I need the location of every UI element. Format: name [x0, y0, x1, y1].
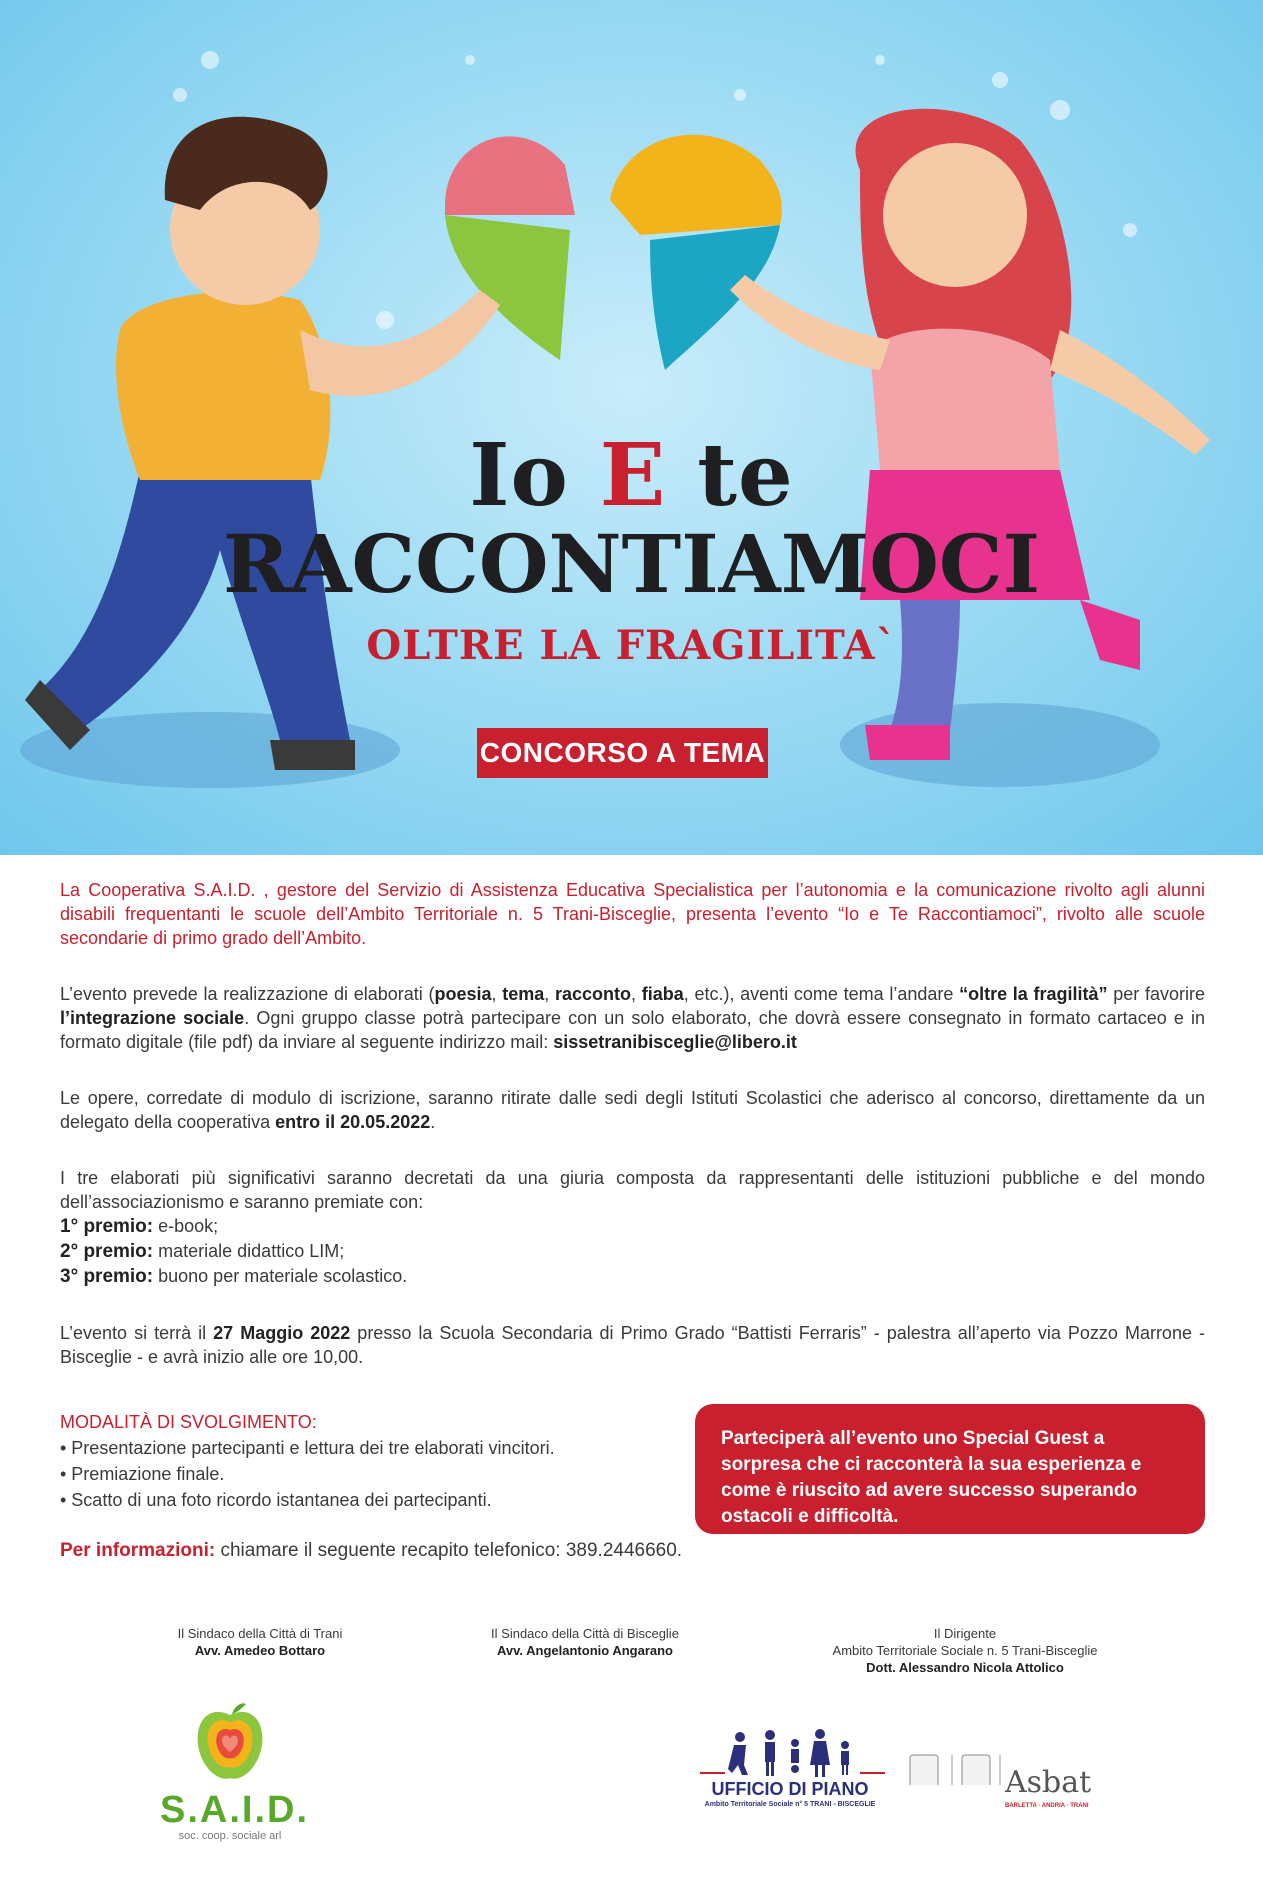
- modalita-item: • Scatto di una foto ricordo istantanea dei partecipanti.: [60, 1490, 492, 1510]
- kw-tema: tema: [502, 984, 545, 1004]
- special-guest-box: Parteciperà all’evento uno Special Guest a sorpresa che ci racconterà la sua esperienza e come è riuscito ad avere successo superando ostacoli e difficoltà.: [695, 1404, 1205, 1534]
- title-e: E: [599, 425, 667, 526]
- event-date-paragraph: [60, 1321, 1205, 1369]
- title-part1: Io: [469, 425, 600, 526]
- prize-item: [60, 1264, 1205, 1289]
- asbat-logo: Asbat: [1005, 1765, 1092, 1800]
- event-text-b: , etc.), aventi come tema l’andare: [683, 984, 960, 1004]
- asbat-subtitle: BARLETTA · ANDRIA · TRANI: [1005, 1803, 1089, 1809]
- event-text-a: L’evento prevede la realizzazione di elaborati (: [60, 984, 435, 1004]
- signature-bisceglie: [470, 1625, 700, 1659]
- hero-title-line2: RACCONTIAMOCI: [222, 517, 1041, 611]
- prize-item: [60, 1214, 1205, 1239]
- opere-text-a: Le opere, corredate di modulo di iscrizione, saranno ritirate dalle sedi degli Istituti Scolastici che aderisco al concorso, direttamente da un delegato della cooperativa: [60, 1088, 1205, 1132]
- apple-logo-icon: [190, 1700, 270, 1785]
- event-sep2: ,: [544, 984, 555, 1004]
- prizes-block: [60, 1166, 1205, 1289]
- signature-dirigente: [820, 1625, 1110, 1676]
- ufficio-di-piano-logo: [700, 1725, 1090, 1825]
- signature-name: Avv. Angelantonio Angarano: [497, 1643, 673, 1658]
- body-text: [60, 878, 1205, 1401]
- signature-role2: Ambito Territoriale Sociale n. 5 Trani-Bisceglie: [832, 1643, 1098, 1658]
- prize-label: 2° premio:: [60, 1241, 154, 1262]
- signature-name: Avv. Amedeo Bottaro: [194, 1643, 326, 1658]
- modalita-block: [60, 1409, 620, 1513]
- kw-fiaba: fiaba: [641, 984, 684, 1004]
- info-phone: chiamare il seguente recapito telefonico: 389.2446660.: [215, 1540, 683, 1561]
- event-sep3: ,: [631, 984, 642, 1004]
- opere-deadline: entro il 20.05.2022: [275, 1112, 431, 1132]
- prize-item: [60, 1239, 1205, 1264]
- modalita-item: • Premiazione finale.: [60, 1464, 225, 1484]
- event-text-d: . Ogni gruppo classe potrà partecipare con un solo elaborato, che dovrà essere consegnato in formato cartaceo e in formato digitale (file pdf) da inviare al seguente indirizzo mail:: [60, 1008, 1205, 1052]
- event-date: 27 Maggio 2022: [213, 1323, 351, 1343]
- prize-label: 3° premio:: [60, 1266, 154, 1287]
- hero-banner: [0, 0, 1263, 855]
- ufficio-subtitle: Ambito Territoriale Sociale n° 5 TRANI - BISCEGLIE: [704, 1801, 876, 1808]
- event-text-c: per favorire: [1107, 984, 1205, 1004]
- email-link[interactable]: sissetranibisceglie@libero.it: [553, 1032, 797, 1052]
- prize-label: 1° premio:: [60, 1216, 154, 1237]
- trani-crest-icon: [910, 1755, 938, 1785]
- said-logo: [160, 1700, 310, 1850]
- date-text-b: presso la Scuola Secondaria di Primo Grado “Battisti Ferraris” - palestra all’aperto via Pozzo Marrone - Bisceglie - e avrà inizio alle ore 10,00.: [60, 1323, 1205, 1367]
- hero-title-line1: [0, 425, 1263, 526]
- event-paragraph: [60, 982, 1205, 1054]
- concorso-badge: CONCORSO A TEMA: [477, 728, 768, 778]
- hero-subtitle: OLTRE LA FRAGILITA`: [366, 622, 897, 669]
- kw-oltre: “oltre la fragilità”: [959, 984, 1108, 1004]
- signature-name: Dott. Alessandro Nicola Attolico: [866, 1660, 1064, 1675]
- prize-text: e-book;: [153, 1216, 219, 1236]
- prizes-intro: I tre elaborati più significativi saranno decretati da una giuria composta da rappresentanti delle istituzioni pubbliche e del mondo dell’associazionismo e saranno premiate con:: [60, 1168, 1205, 1212]
- prize-text: buono per materiale scolastico.: [153, 1266, 408, 1286]
- prize-text: materiale didattico LIM;: [153, 1241, 345, 1261]
- ufficio-name: UFFICIO DI PIANO: [711, 1779, 869, 1799]
- signature-role: Il Sindaco della Città di Trani: [177, 1626, 343, 1641]
- puzzle-heart-icon: [445, 135, 782, 370]
- bisceglie-crest-icon: [962, 1755, 990, 1785]
- said-name: S.A.I.D.: [160, 1789, 310, 1831]
- kw-poesia: poesia: [434, 984, 492, 1004]
- modalita-item: • Presentazione partecipanti e lettura dei tre elaborati vincitori.: [60, 1438, 555, 1458]
- title-part2: te: [666, 425, 794, 526]
- said-subtitle: soc. coop. sociale arl: [178, 1830, 282, 1842]
- info-label: Per informazioni:: [60, 1540, 216, 1561]
- opere-paragraph: [60, 1086, 1205, 1134]
- signature-trani: [150, 1625, 370, 1659]
- opere-text-b: .: [430, 1112, 436, 1132]
- signature-role: Il Dirigente: [933, 1626, 997, 1641]
- modalita-heading: MODALITÀ DI SVOLGIMENTO:: [60, 1412, 317, 1432]
- kw-racconto: racconto: [554, 984, 631, 1004]
- kw-integrazione: l’integrazione sociale: [60, 1008, 245, 1028]
- event-sep1: ,: [491, 984, 503, 1004]
- signature-role: Il Sindaco della Città di Bisceglie: [491, 1626, 679, 1641]
- intro-paragraph: La Cooperativa S.A.I.D. , gestore del Servizio di Assistenza Educativa Specialistica per l’autonomia e la comunicazione rivolto agli alunni disabili frequentanti le scuole dell’Ambito Territoriale n. 5 Trani-Bisceglie, presenta l’evento “Io e Te Raccontiamoci”, rivolto alle scuole secondarie di primo grado dell’Ambito.: [60, 880, 1205, 948]
- date-text-a: L’evento si terrà il: [60, 1323, 214, 1343]
- info-line: [60, 1540, 760, 1562]
